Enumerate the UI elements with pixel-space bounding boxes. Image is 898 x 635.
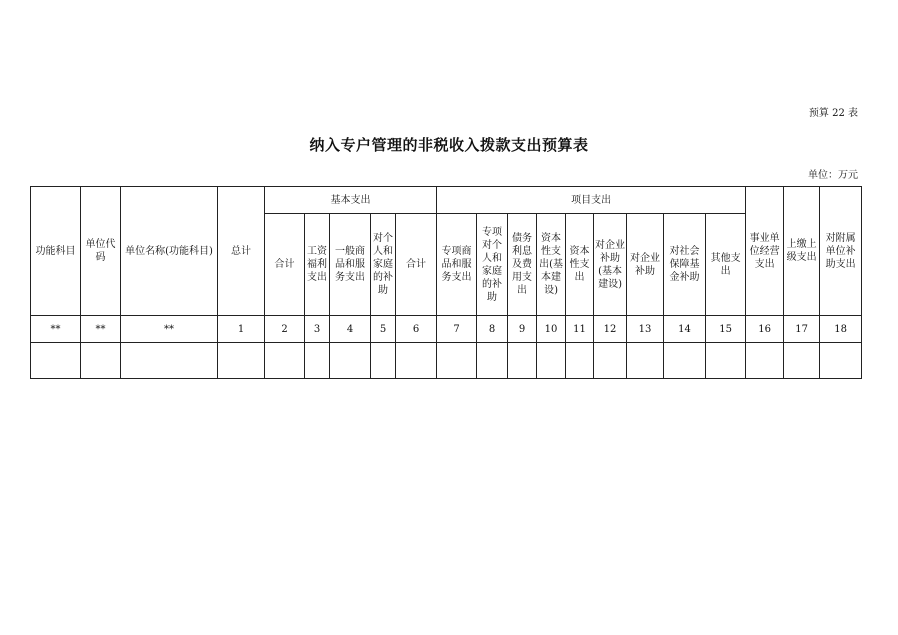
data-cell (594, 343, 627, 379)
header-other: 其他支出 (706, 214, 746, 316)
header-debt-interest: 债务利息及费用支出 (508, 214, 537, 316)
budget-table (30, 186, 862, 379)
index-cell: ** (121, 316, 218, 343)
header-project-total: 合计 (396, 214, 437, 316)
index-cell: 18 (820, 316, 862, 343)
index-cell: 1 (218, 316, 265, 343)
data-cell (437, 343, 477, 379)
data-cell (537, 343, 566, 379)
form-number: 预算 22 表 (808, 108, 858, 119)
data-cell (627, 343, 664, 379)
index-cell: 14 (664, 316, 706, 343)
header-special-personal: 专项对个人和家庭的补助 (477, 214, 508, 316)
data-cell (477, 343, 508, 379)
unit-label: 单位：万元 (808, 170, 858, 181)
data-cell (396, 343, 437, 379)
header-basic-total: 合计 (265, 214, 305, 316)
index-row (31, 316, 862, 343)
index-cell: 11 (566, 316, 594, 343)
header-capital-build: 资本性支出(基本建设) (537, 214, 566, 316)
index-cell: 13 (627, 316, 664, 343)
data-cell (371, 343, 396, 379)
header-personal-subsidy: 对个人和家庭的补助 (371, 214, 396, 316)
header-basic-expenditure: 基本支出 (265, 187, 437, 214)
data-cell (820, 343, 862, 379)
header-unit-name: 单位名称(功能科目) (121, 187, 218, 316)
index-cell: 2 (265, 316, 305, 343)
index-cell: 7 (437, 316, 477, 343)
index-cell: ** (31, 316, 81, 343)
data-cell (508, 343, 537, 379)
header-business-ops: 事业单位经营支出 (746, 187, 784, 316)
data-cell (218, 343, 265, 379)
data-row (31, 343, 862, 379)
data-cell (746, 343, 784, 379)
header-func-subject: 功能科目 (31, 187, 81, 316)
header-remit-upper: 上缴上级支出 (784, 187, 820, 316)
data-cell (121, 343, 218, 379)
index-cell: 16 (746, 316, 784, 343)
data-cell (566, 343, 594, 379)
index-cell: 6 (396, 316, 437, 343)
data-cell (81, 343, 121, 379)
header-unit-code: 单位代码 (81, 187, 121, 316)
data-cell (330, 343, 371, 379)
header-special-goods: 专项商品和服务支出 (437, 214, 477, 316)
data-cell (664, 343, 706, 379)
page-title: 纳入专户管理的非税收入拨款支出预算表 (309, 136, 589, 154)
header-enterprise: 对企业补助 (627, 214, 664, 316)
header-total: 总计 (218, 187, 265, 316)
data-cell (706, 343, 746, 379)
index-cell: 17 (784, 316, 820, 343)
header-subsidiary: 对附属单位补助支出 (820, 187, 862, 316)
data-cell (784, 343, 820, 379)
index-cell: 15 (706, 316, 746, 343)
header-enterprise-build: 对企业补助(基本建设) (594, 214, 627, 316)
header-salary: 工资福利支出 (305, 214, 330, 316)
index-cell: ** (81, 316, 121, 343)
index-cell: 10 (537, 316, 566, 343)
index-cell: 8 (477, 316, 508, 343)
data-cell (265, 343, 305, 379)
index-cell: 4 (330, 316, 371, 343)
header-capital: 资本性支出 (566, 214, 594, 316)
header-social-security: 对社会保障基金补助 (664, 214, 706, 316)
index-cell: 3 (305, 316, 330, 343)
index-cell: 12 (594, 316, 627, 343)
data-cell (305, 343, 330, 379)
index-cell: 9 (508, 316, 537, 343)
header-row-1 (31, 187, 862, 214)
header-project-expenditure: 项目支出 (437, 187, 746, 214)
data-cell (31, 343, 81, 379)
header-goods-services: 一般商品和服务支出 (330, 214, 371, 316)
index-cell: 5 (371, 316, 396, 343)
